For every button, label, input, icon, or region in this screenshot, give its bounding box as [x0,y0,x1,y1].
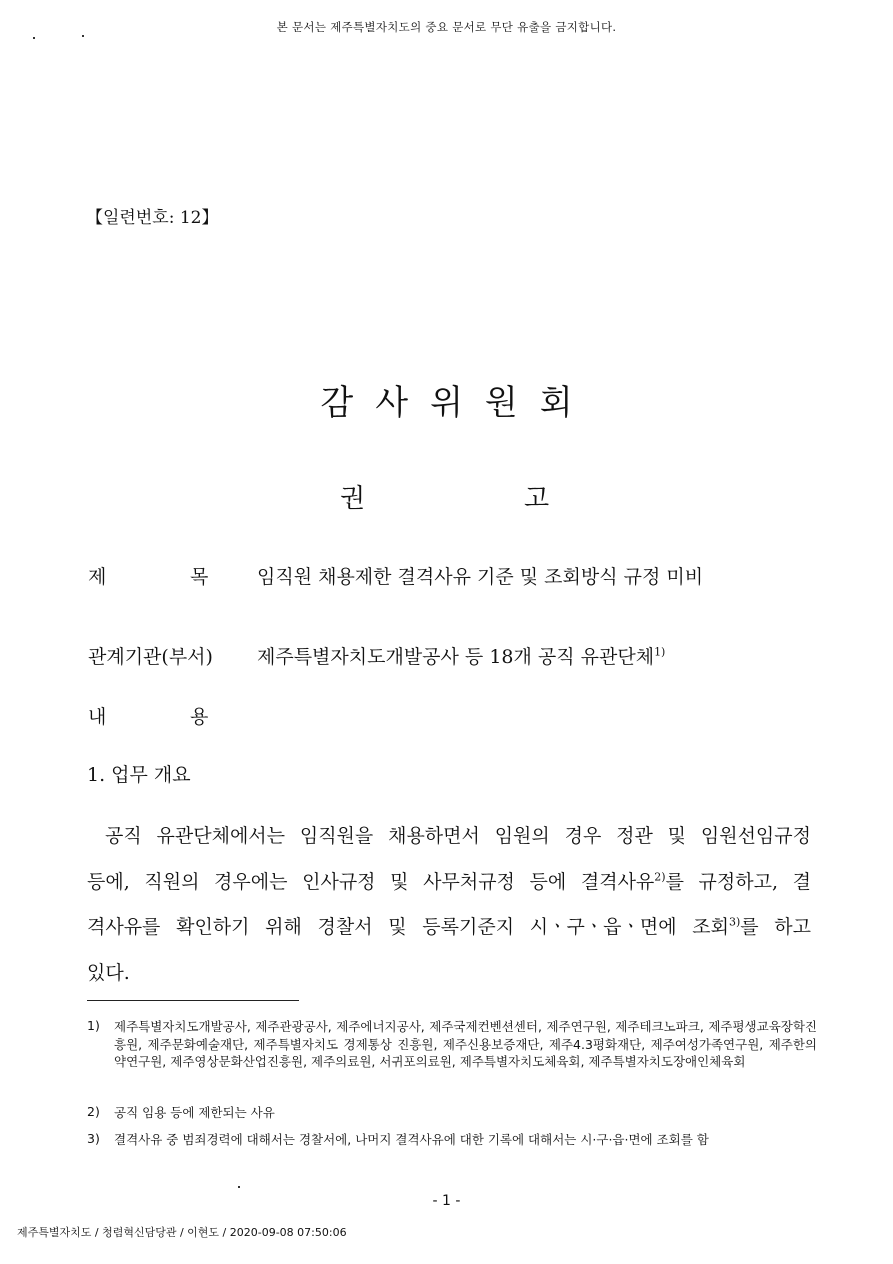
footnote-text: 제주특별자치도개발공사, 제주관광공사, 제주에너지공사, 제주국제컨벤션센터, 제주연구원, 제주테크노파크, 제주평생교육장학진흥원, 제주문화예술재단, 제주특별자치도 경제통상 진흥원, 제주신용보증재단, 제주4.3평화재단, 제주여성가족연구원, 제주한의약연구원, 제주영상문화산업진흥원, 제주의료원, 서귀포의료원, 제주특별자치도체육회, 제주특별자치도장애인체육회 [114,1019,817,1069]
footnote-2 [87,1104,817,1122]
body-text: 를 하고 [740,916,811,938]
document-title: 감사위원회 [320,383,595,423]
content-label-part2: 용 [190,706,209,728]
footnote-divider [87,1000,299,1001]
footnote-ref-3: 3) [728,915,741,929]
content-label-part1: 내 [88,706,107,728]
body-paragraph-line: 있다. [87,962,130,984]
body-paragraph-line [87,912,811,939]
footnote-3 [87,1131,817,1149]
agency-label: 관계기관(부서) [88,646,213,668]
scan-speck [82,35,84,37]
section-heading: 1. 업무 개요 [87,764,191,786]
scan-speck [33,37,35,39]
body-text: 등에, 직원의 경우에는 인사규정 및 사무처규정 등에 결격사유 [87,871,655,893]
footnote-1 [87,1018,817,1090]
body-paragraph-line [87,867,811,894]
scan-speck [238,1186,240,1188]
agency-value-text: 제주특별자치도개발공사 등 18개 공직 유관단체 [257,646,655,668]
footnote-number: 2) [87,1104,100,1119]
footnote-number: 3) [87,1131,100,1146]
body-text: 격사유를 확인하기 위해 경찰서 및 등록기준지 시ㆍ구ㆍ읍ㆍ면에 조회 [87,916,729,938]
subject-label-part2: 목 [190,566,209,588]
subject-label-part1: 제 [88,566,107,588]
footnote-text: 결격사유 중 범죄경력에 대해서는 경찰서에, 나머지 결격사유에 대한 기록에 대해서는 시·구·읍·면에 조회를 함 [114,1132,709,1147]
footer-stamp: 제주특별자치도 / 청렴혁신담당관 / 이현도 / 2020-09-08 07:50:06 [17,1226,347,1239]
serial-number: 【일련번호: 12】 [86,208,219,228]
footnote-number: 1) [87,1018,100,1033]
footnote-text: 공직 임용 등에 제한되는 사유 [114,1105,275,1120]
agency-value [257,642,665,669]
footnote-ref-1: 1) [654,645,666,659]
subject-value: 임직원 채용제한 결격사유 기준 및 조회방식 규정 미비 [257,566,704,588]
document-subtitle-part2: 고 [524,484,550,514]
footnote-ref-2: 2) [654,870,666,884]
page-number: - 1 - [432,1193,461,1209]
body-text: 를 규정하고, 결 [665,871,811,893]
body-paragraph-line: 공직 유관단체에서는 임직원을 채용하면서 임원의 경우 정관 및 임원선임규정 [105,825,811,847]
confidentiality-notice: 본 문서는 제주특별자치도의 중요 문서로 무단 유출을 금지합니다. [276,20,617,34]
document-subtitle-part1: 권 [340,484,366,514]
